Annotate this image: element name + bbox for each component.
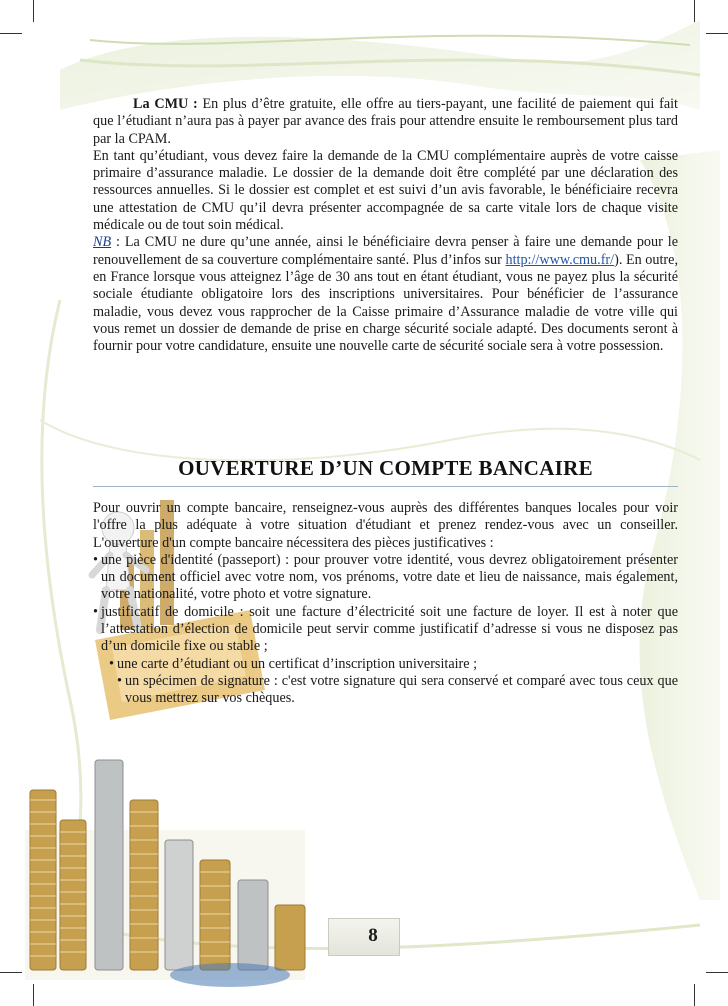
page-number: 8	[368, 925, 378, 946]
bank-intro-paragraph: Pour ouvrir un compte bancaire, renseignez-vous auprès des différentes banques locales pour voir l'offre la plus adéquate à votre situation d'étudiant et prenez rendez-vous avec un conseiller. L'ouverture d'un compte bancaire nécessitera des pièces justificatives :	[93, 500, 678, 551]
cmu-paragraph-text: En plus d’être gratuite, elle offre au tiers-payant, une facilité de paiement qui fait que l’étudiant n’aura pas à payer par avance des frais pour attendre ensuite le remboursement plus tard par la CPAM.	[93, 96, 678, 147]
cmu-request-paragraph: En tant qu’étudiant, vous devez faire la demande de la CMU complémentaire auprès de votre caisse primaire d’assurance maladie. Le dossier de la demande doit être complété par une déclaration des ressources annuelles. Si le dossier est complet et est suivi d’un avis favorable, le bénéficiaire recevra une attestation de CMU qu’il devra présenter accompagnée de sa carte vitale lors de chaque visite médicale ou de tout soin médical.	[93, 147, 678, 234]
bullet-item-student-card	[93, 656, 678, 673]
nb-text: : La CMU ne dure qu’une année, ainsi le bénéficiaire devra penser à faire une demande pour le renouvellement de sa couverture complémentaire santé. Plus d’infos sur	[93, 234, 678, 268]
coins-illustration	[25, 760, 305, 987]
bullet-item-signature	[93, 673, 678, 708]
bullet-dot: •	[93, 603, 98, 620]
cmu-nb-paragraph	[93, 234, 678, 355]
nb-after-link-text: ). En outre, en France lorsque vous atteignez l’âge de 30 ans tout en étant étudiant, vous ne payez plus la sécurité sociale étudiante obligatoire lors des inscriptions universitaires. Pour bénéficier de l’assurance maladie, vous devez vous rapprocher de la Caisse primaire d’Assurance maladie de votre ville qui vous remet un dossier de demande de prise en charge sécurité sociale adapté. Des documents seront à fournir pour votre candidature, ensuite une nouvelle carte de sécurité sociale sera à votre possession.	[93, 251, 678, 355]
bank-section	[93, 500, 678, 708]
cmu-paragraph	[93, 96, 678, 148]
bullet-text: une pièce d'identité (passeport) : pour prouver votre identité, vous devrez obligatoirement présenter un document officiel avec votre nom, vos prénoms, votre date et lieu de naissance, mais également, votre nationalité, votre photo et votre signature.	[101, 551, 678, 603]
bullet-item-identity	[93, 552, 678, 604]
bullet-item-domicile	[93, 604, 678, 656]
bullet-text: une carte d’étudiant ou un certificat d’inscription universitaire ;	[117, 655, 478, 672]
nb-label: NB	[93, 234, 112, 251]
bullet-dot: •	[109, 655, 114, 672]
bullet-text: justificatif de domicile : soit une facture d’électricité soit une facture de loyer. Il est à noter que l’attestation d’élection de domicile peut servir comme justificatif d’adresse si vous ne disposez pas d’un domicile fixe ou stable ;	[101, 603, 678, 655]
section-heading: OUVERTURE D’UN COMPTE BANCAIRE	[178, 456, 593, 480]
bullet-dot: •	[117, 672, 122, 689]
heading-divider	[93, 486, 678, 487]
bullet-text: un spécimen de signature : c'est votre signature qui sera conservé et comparé avec tous ceux que vous mettrez sur vos chèques.	[125, 672, 678, 707]
cmu-section	[93, 96, 678, 355]
cmu-label: La CMU :	[133, 96, 198, 112]
bullet-dot: •	[93, 551, 98, 568]
cmu-website-link[interactable]: http://www.cmu.fr/	[505, 251, 615, 268]
